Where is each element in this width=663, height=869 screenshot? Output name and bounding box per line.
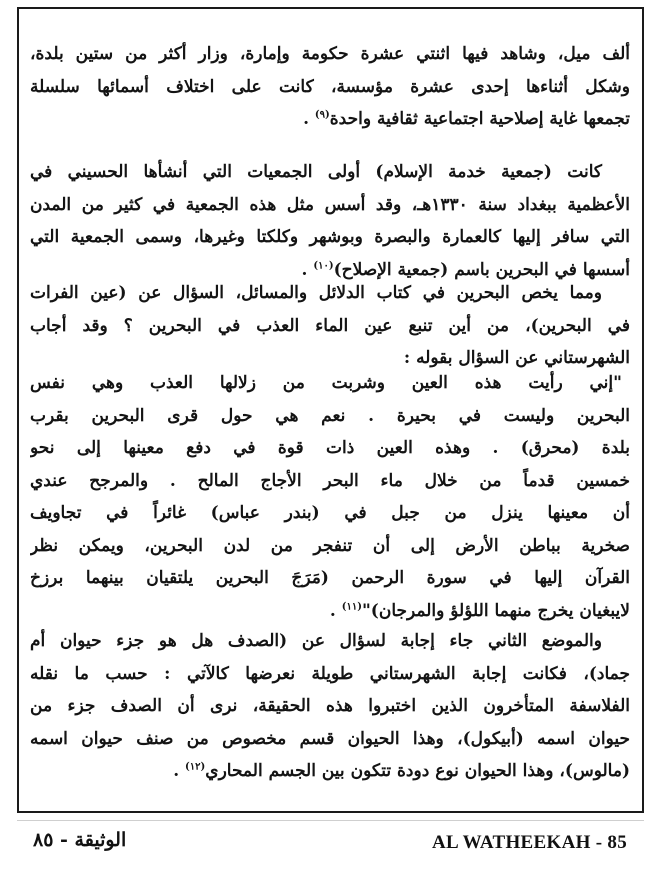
text-line-content: لايبغيان يخرج منهما اللؤلؤ والمرجان)" <box>361 600 630 621</box>
text-line: (مالوس)، وهذا الحيوان نوع دودة تتكون بين الجسم المحاري$^{(١٢)}$ . <box>173 761 630 781</box>
text-line: البحرين وليست في بحيرة . نعم هي حول قرى البحرين بقرب <box>30 405 630 426</box>
quotation <box>30 367 630 627</box>
text-line: والموضع الثاني جاء إجابة لسؤال عن (الصدف هل هو جزء حيوان أم <box>30 631 602 651</box>
text-line-content: تجمعها غاية إصلاحية اجتماعية ثقافية واحدة <box>329 109 630 129</box>
text-line: أن معينها ينزل من جبل في (بندر عباس) غائراً في تجاويف <box>30 503 630 523</box>
text-line: التي سافر إليها كالعمارة والبصرة وبوشهر وكلكتا وغيرها، وسمى الجمعية التي <box>30 227 630 247</box>
footnote-ref: (١١) <box>341 600 362 612</box>
text-line: لايبغيان يخرج منهما اللؤلؤ والمرجان)"$^{(١١)}$ . <box>329 600 630 621</box>
text-line: القرآن إليها في سورة الرحمن (مَرَجَ البحرين يلتقيان بينهما برزخ <box>30 568 630 588</box>
text-line: ألف ميل، وشاهد فيها اثنتي عشرة حكومة وإمارة، وزار أكثر من ستين بلدة، <box>30 44 630 64</box>
text-line: الفلاسفة المتأخرون الذين اختبروا هذه الحقيقة، نرى أن الصدف جزء من <box>30 696 630 716</box>
text-line: كانت (جمعية خدمة الإسلام) أولى الجمعيات التي أنشأها الحسيني في <box>30 162 602 182</box>
footer-divider <box>17 820 644 821</box>
text-line: وشكل أثناءها إحدى عشرة مؤسسة، كانت على اختلاف أسمائها سلسلة <box>30 76 630 97</box>
text-line-content: أسسها في البحرين باسم (جمعية الإصلاح) <box>333 259 630 280</box>
text-line: بلدة (محرق) . وهذه العين ذات قوة في دفع معينها إلى نحو <box>30 438 630 458</box>
paragraph-3 <box>30 277 630 375</box>
text-line: أسسها في البحرين باسم (جمعية الإصلاح)$^{(١٠)}$ . <box>301 259 630 280</box>
text-line: تجمعها غاية إصلاحية اجتماعية ثقافية واحدة$^{(٩)}$ . <box>303 109 630 129</box>
text-line: حيوان اسمه (أبيكول)، وهذا الحيوان قسم مخصوص من صنف حيوان اسمه <box>30 728 630 749</box>
footnote-ref: (١٢) <box>185 761 206 773</box>
text-line: الأعظمية ببغداد سنة ١٣٣٠هـ، وقد أسس مثل هذه الجمعية في كثير من المدن <box>30 194 630 215</box>
paragraph-4 <box>30 625 630 788</box>
text-line-content: (مالوس)، وهذا الحيوان نوع دودة تتكون بين الجسم المحاري <box>205 761 630 781</box>
latin-page-label: AL WATHEEKAH - 85 <box>432 832 627 853</box>
paragraph-1 <box>30 38 630 136</box>
text-line: الشهرستاني عن السؤال بقوله : <box>403 348 630 368</box>
text-line: صخرية بباطن الأرض إلى أن تنفجر من لدن البحرين، ويمكن نظر <box>30 535 630 556</box>
footnote-ref: (٩) <box>314 109 330 121</box>
text-line: جماد)، فكانت إجابة الشهرستاني طويلة نعرضها كالآتي : حسب ما نقله <box>30 663 630 684</box>
footnote-ref: (١٠) <box>313 259 334 271</box>
arabic-page-label: الوثيقة - ٨٥ <box>33 829 127 851</box>
text-line: خمسين قدماً من خلال ماء البحر الأجاج المالح . والمرجح عندي <box>30 470 630 491</box>
text-line: ومما يخص البحرين في كتاب الدلائل والمسائل، السؤال عن (عين الفرات <box>30 283 602 303</box>
paragraph-2 <box>30 156 630 286</box>
text-line: في البحرين)، من أين تنبع عين الماء العذب في البحرين ؟ وقد أجاب <box>30 315 630 336</box>
text-line: "إني رأيت هذه العين وشربت من زلالها العذب وهي نفس <box>30 373 622 393</box>
